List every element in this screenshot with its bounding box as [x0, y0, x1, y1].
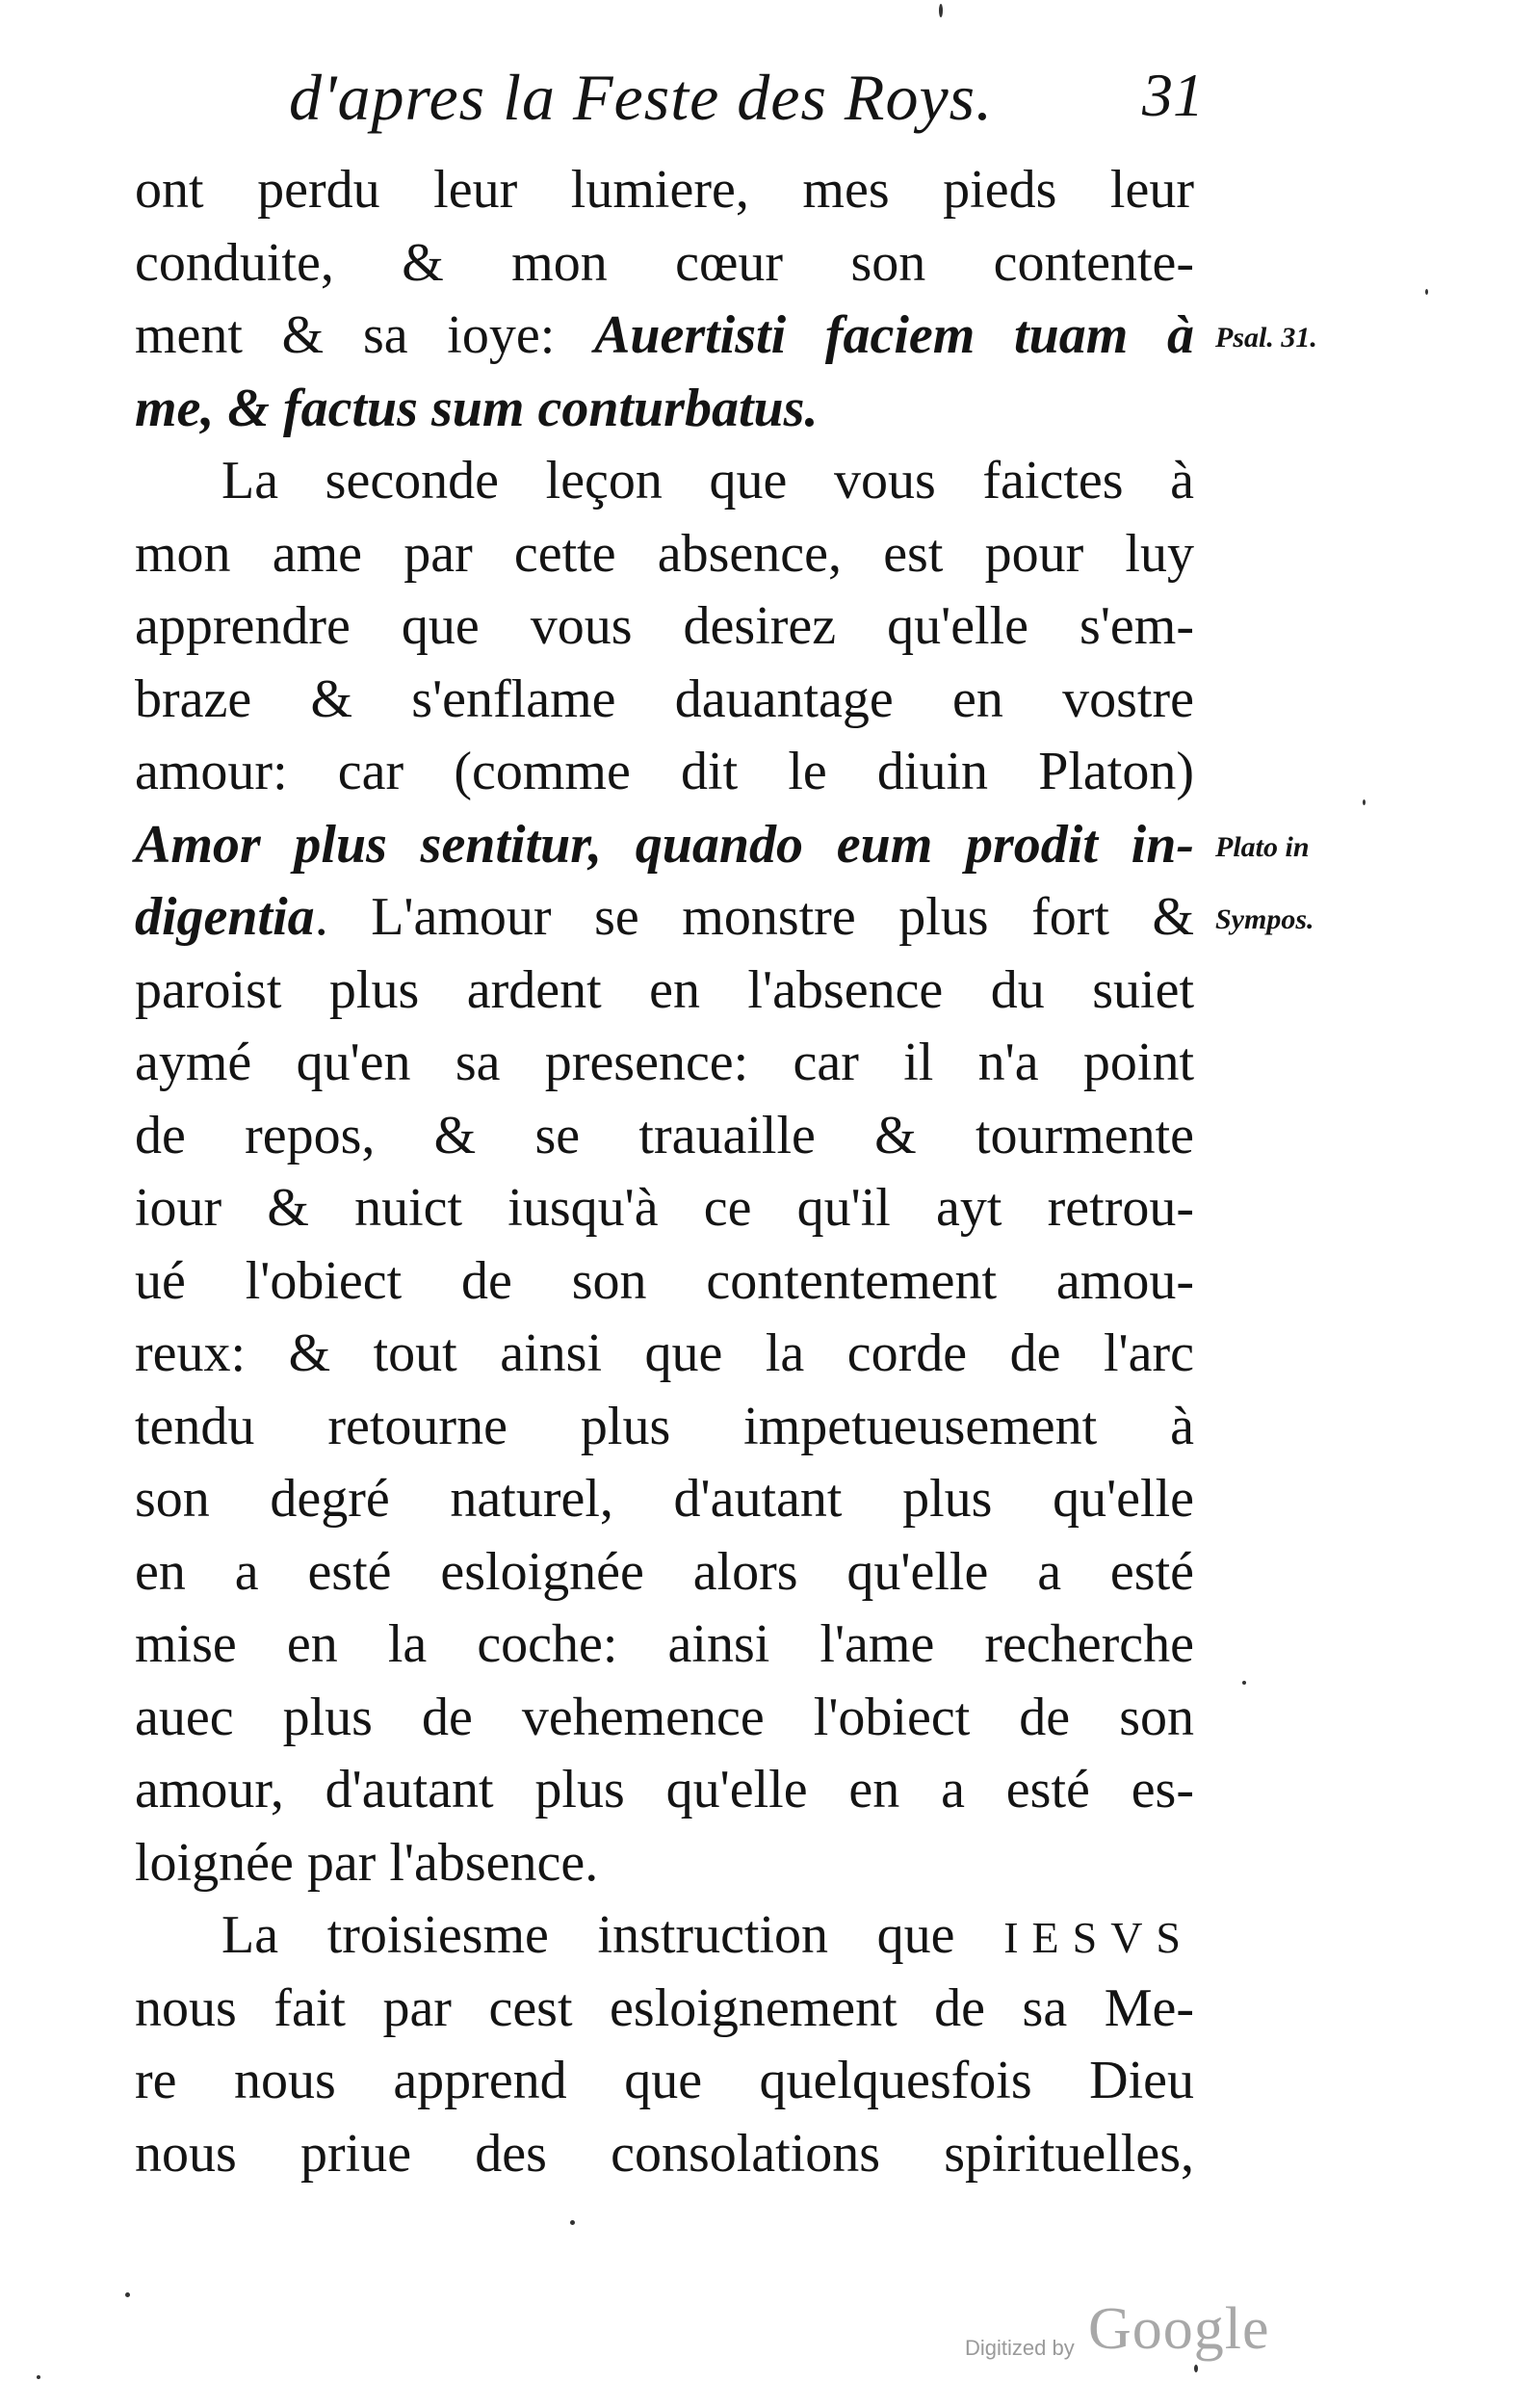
text-segment: amour: car (comme dit le diuin Platon)	[135, 742, 1194, 801]
text-line	[135, 1899, 1194, 1973]
watermark-prefix: Digitized by	[965, 2336, 1075, 2360]
text-segment: en a esté esloignée alors qu'elle a esté	[135, 1541, 1194, 1602]
ink-speck	[939, 4, 943, 17]
text-line	[135, 1827, 1194, 1900]
text-segment: iour & nuict iusqu'à ce qu'il ayt retrou-	[135, 1178, 1194, 1238]
ink-speck	[125, 2292, 130, 2297]
text-segment: reux: & tout ainsi que la corde de l'arc	[135, 1323, 1194, 1383]
text-segment: de repos, & se trauaille & tourmente	[135, 1105, 1194, 1165]
text-line	[135, 664, 1194, 737]
text-line	[135, 736, 1194, 809]
text-line	[135, 1754, 1194, 1827]
text-segment: nous fait par cest esloignement de sa Me-	[135, 1977, 1194, 2038]
text-segment: nous priue des consolations spirituelles,	[135, 2123, 1194, 2184]
text-line	[135, 590, 1194, 664]
ink-speck	[1363, 799, 1366, 805]
text-line	[135, 1682, 1194, 1755]
text-segment: ué l'obiect de son contentement amou-	[135, 1250, 1194, 1311]
text-line	[135, 881, 1194, 955]
text-line	[135, 1463, 1194, 1536]
ink-speck	[570, 2220, 575, 2225]
text-segment: La seconde leçon que vous faictes à	[221, 451, 1194, 510]
text-segment: conduite, & mon cœur son contente-	[135, 232, 1194, 293]
body-text	[135, 154, 1194, 2190]
text-segment: auec plus de vehemence l'obiect de son	[135, 1687, 1194, 1747]
text-line	[135, 154, 1194, 227]
latin-quotation: Auertisti faciem tuam à	[593, 305, 1194, 365]
text-line	[135, 809, 1194, 882]
ink-speck	[37, 2375, 40, 2379]
text-line	[135, 1027, 1194, 1100]
margin-note: Psal. 31.	[1215, 322, 1317, 353]
text-segment: loignée par l'absence.	[135, 1832, 599, 1893]
text-line	[135, 2045, 1194, 2118]
text-segment: . L'amour se monstre plus fort &	[314, 887, 1194, 947]
margin-note: Sympos.	[1215, 903, 1314, 935]
text-line	[135, 1973, 1194, 2046]
text-line	[135, 1536, 1194, 1610]
page-number: 31	[1142, 61, 1204, 129]
text-segment: mise en la coche: ainsi l'ame recherche	[135, 1614, 1194, 1674]
small-caps-name: IESVS	[1003, 1913, 1194, 1962]
text-line	[135, 445, 1194, 518]
margin-note: Plato in	[1215, 830, 1310, 863]
text-segment: braze & s'enflame dauantage en vostre	[135, 668, 1194, 729]
text-segment: ment & sa ioye:	[135, 305, 594, 365]
text-segment: son degré naturel, d'autant plus qu'elle	[135, 1469, 1194, 1529]
text-segment: mon ame par cette absence, est pour luy	[135, 523, 1194, 584]
text-line	[135, 2118, 1194, 2191]
digitization-watermark	[965, 2295, 1312, 2382]
watermark-logo: Google	[1088, 2296, 1270, 2362]
text-segment: La troisiesme instruction que	[221, 1905, 1004, 1965]
text-line	[135, 1609, 1194, 1682]
latin-quotation: Amor plus sentitur, quando eum prodit in-	[135, 814, 1194, 875]
text-line	[135, 1391, 1194, 1464]
text-line	[135, 1100, 1194, 1173]
text-segment: apprendre que vous desirez qu'elle s'em-	[135, 596, 1194, 656]
text-segment: re nous apprend que quelquesfois Dieu	[135, 2051, 1194, 2110]
text-segment: amour, d'autant plus qu'elle en a esté es-	[135, 1760, 1194, 1819]
text-line	[135, 955, 1194, 1028]
ink-speck	[1425, 289, 1428, 295]
latin-quotation: digentia	[135, 887, 315, 947]
text-segment: aymé qu'en sa presence: car il n'a point	[135, 1033, 1194, 1092]
text-line	[135, 227, 1194, 301]
running-title: d'apres la Feste des Roys.	[289, 61, 994, 134]
text-segment: tendu retourne plus impetueusement à	[135, 1396, 1194, 1456]
running-head	[289, 60, 1204, 146]
text-line	[135, 373, 1194, 446]
text-segment: ont perdu leur lumiere, mes pieds leur	[135, 160, 1194, 220]
text-line	[135, 1172, 1194, 1245]
text-line	[135, 1245, 1194, 1319]
text-line	[135, 300, 1194, 373]
ink-speck	[1242, 1681, 1246, 1685]
latin-quotation: me, & factus sum conturbatus.	[135, 378, 819, 438]
text-segment: paroist plus ardent en l'absence du suiet	[135, 959, 1194, 1020]
text-line	[135, 518, 1194, 591]
text-line	[135, 1318, 1194, 1391]
